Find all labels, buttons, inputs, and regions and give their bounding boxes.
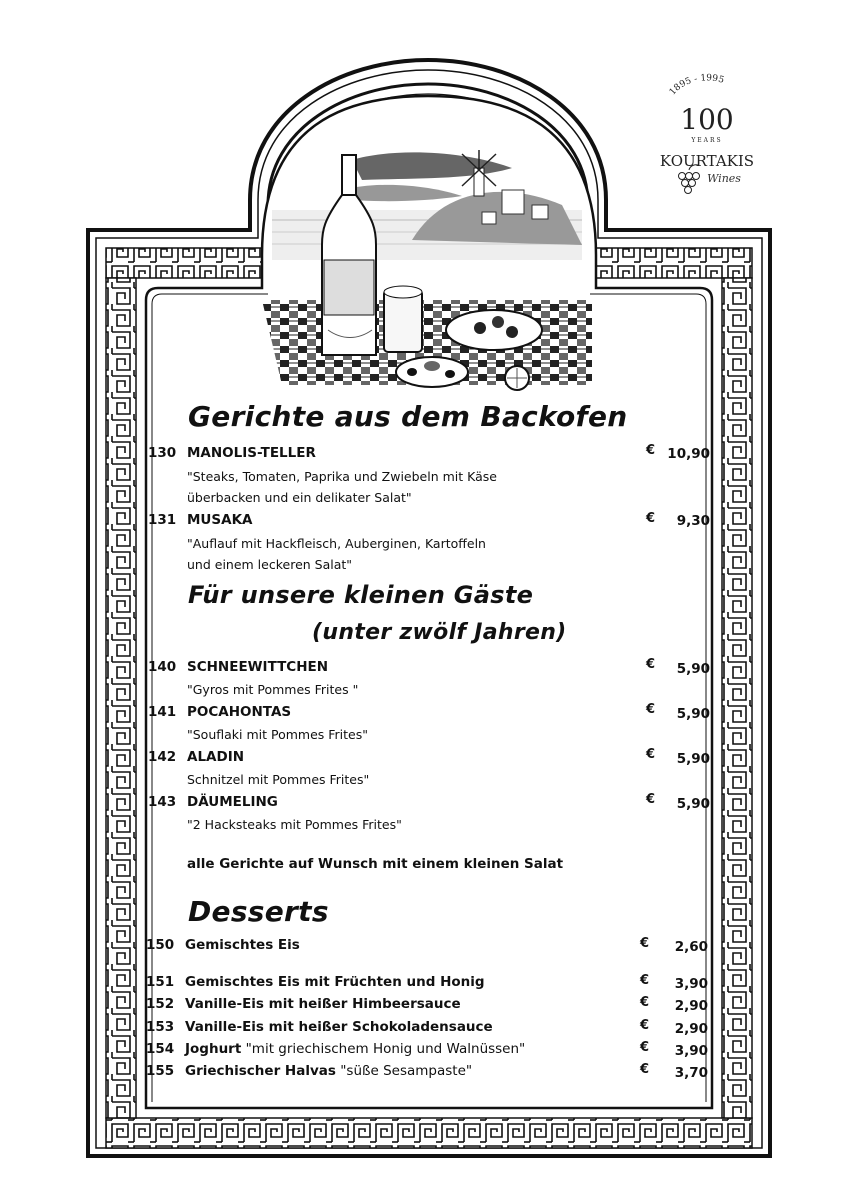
currency-symbol: € xyxy=(640,1040,650,1055)
item-name: Vanille-Eis mit heißer Himbeersauce xyxy=(185,996,461,1012)
item-name: ALADIN xyxy=(187,749,245,765)
item-number: 152 xyxy=(146,996,175,1012)
currency-symbol: € xyxy=(640,973,650,988)
item-price: 5,90 xyxy=(676,751,710,767)
currency-symbol: € xyxy=(646,657,656,672)
item-price: 5,90 xyxy=(676,661,710,677)
item-name: DÄUMELING xyxy=(187,794,278,810)
item-price: 3,90 xyxy=(674,1043,708,1059)
item-description: und einem leckeren Salat" xyxy=(187,557,353,572)
currency-symbol: € xyxy=(646,792,656,807)
item-price: 2,90 xyxy=(674,998,708,1014)
item-price: 9,30 xyxy=(676,513,710,529)
item-number: 151 xyxy=(146,974,175,990)
currency-symbol: € xyxy=(640,936,650,951)
item-number: 150 xyxy=(146,937,175,953)
item-price: 3,70 xyxy=(674,1065,708,1081)
item-number: 153 xyxy=(146,1019,175,1035)
currency-symbol: € xyxy=(646,747,656,762)
item-description: "Auflauf mit Hackfleisch, Auberginen, Kartoffeln xyxy=(187,536,486,551)
currency-symbol: € xyxy=(646,702,656,717)
item-price: 5,90 xyxy=(676,706,710,722)
item-description: überbacken und ein delikater Salat" xyxy=(187,490,412,505)
item-description: "2 Hacksteaks mit Pommes Frites" xyxy=(187,817,402,832)
item-name: Gemischtes Eis mit Früchten und Honig xyxy=(185,974,485,990)
salad-note: alle Gerichte auf Wunsch mit einem kleinen Salat xyxy=(187,856,564,872)
svg-text:YEARS: YEARS xyxy=(691,137,723,144)
item-name: Vanille-Eis mit heißer Schokoladensauce xyxy=(185,1019,493,1035)
svg-text:KOURTAKIS: KOURTAKIS xyxy=(659,152,755,170)
item-description: "Souflaki mit Pommes Frites" xyxy=(187,727,369,742)
currency-symbol: € xyxy=(640,1018,650,1033)
currency-symbol: € xyxy=(646,511,656,526)
currency-symbol: € xyxy=(640,995,650,1010)
item-number: 130 xyxy=(148,445,177,461)
item-price: 2,60 xyxy=(674,939,708,955)
section-title-kids: Für unsere kleinen Gäste xyxy=(188,581,534,609)
item-name: Gemischtes Eis xyxy=(185,937,300,953)
svg-text:Wines: Wines xyxy=(707,172,741,185)
item-description: Schnitzel mit Pommes Frites" xyxy=(187,772,370,787)
item-number: 142 xyxy=(148,749,177,765)
svg-text:100: 100 xyxy=(680,103,734,136)
item-number: 155 xyxy=(146,1063,175,1079)
section-title-desserts: Desserts xyxy=(188,895,329,928)
item-price: 10,90 xyxy=(667,446,710,462)
section-title-oven: Gerichte aus dem Backofen xyxy=(188,400,628,433)
item-description: "Steaks, Tomaten, Paprika und Zwiebeln mit Käse xyxy=(187,469,497,484)
item-price: 2,90 xyxy=(674,1021,708,1037)
item-name: POCAHONTAS xyxy=(187,704,292,720)
item-number: 143 xyxy=(148,794,177,810)
currency-symbol: € xyxy=(646,443,656,458)
item-price: 5,90 xyxy=(676,796,710,812)
item-name: MUSAKA xyxy=(187,512,253,528)
item-name: Griechischer Halvas "süße Sesampaste" xyxy=(185,1063,473,1079)
currency-symbol: € xyxy=(640,1062,650,1077)
item-number: 131 xyxy=(148,512,177,528)
section-subtitle-kids: (unter zwölf Jahren) xyxy=(312,620,567,645)
item-price: 3,90 xyxy=(674,976,708,992)
svg-text:1895 - 1995: 1895 - 1995 xyxy=(667,73,726,98)
item-description: "Gyros mit Pommes Frites " xyxy=(187,682,359,697)
item-number: 141 xyxy=(148,704,177,720)
item-name: MANOLIS-TELLER xyxy=(187,445,316,461)
item-name: Joghurt "mit griechischem Honig und Walnüssen" xyxy=(185,1041,526,1057)
item-number: 140 xyxy=(148,659,177,675)
item-number: 154 xyxy=(146,1041,175,1057)
item-name: SCHNEEWITTCHEN xyxy=(187,659,329,675)
